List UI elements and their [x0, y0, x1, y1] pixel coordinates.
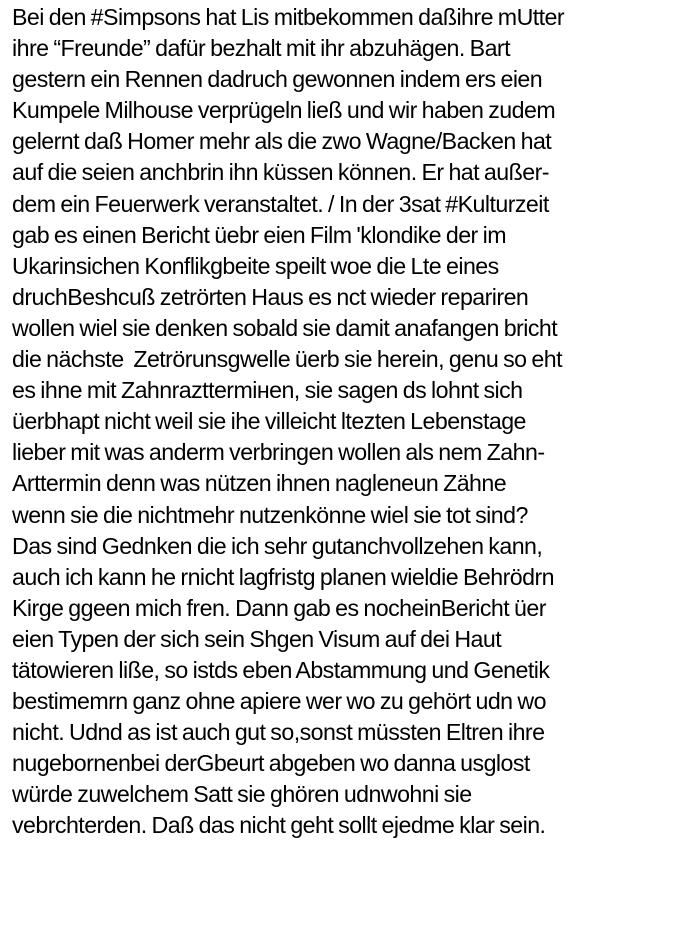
text-line: ihre “Freunde” dafür bezhalt mit ihr abzuhägen. Bart: [12, 35, 510, 62]
body-text: [12, 2, 680, 842]
text-line: gab es einen Bericht üebr eien Film 'klondike der im: [12, 221, 506, 248]
text-line: gelernt daß Homer mehr als die zwo Wagne/Backen hat: [12, 128, 552, 155]
text-line: würde zuwelchem Satt sie ghören udnwohni sie: [12, 781, 472, 808]
text-line: wollen wiel sie denken sobald sie damit anafangen bricht: [12, 314, 558, 341]
text-line: Kirge ggeen mich fren. Dann gab es nocheinBericht üer: [12, 594, 546, 621]
text-line: tätowieren liße, so istds eben Abstammung und Genetik: [12, 656, 550, 683]
text-line: Das sind Gednken die ich sehr gutanchvollzehen kann,: [12, 532, 543, 559]
text-line: wenn sie die nichtmehr nutzenkönne wiel sie tot sind?: [12, 501, 528, 528]
text-line: Ukarinsichen Konflikgbeite speilt woe die Lte eines: [12, 252, 499, 279]
text-line: Kumpele Milhouse verprügeln ließ und wir haben zudem: [12, 97, 556, 124]
text-line: auch ich kann he rnicht lagfristg planen wieldie Behrödrn: [12, 563, 554, 590]
text-line: Arttermin denn was nützen ihnen nagleneun Zähne: [12, 470, 507, 497]
text-line: lieber mit was anderm verbringen wollen als nem Zahn-: [12, 439, 545, 466]
text-line: Bei den #Simpsons hat Lis mitbekommen daßihre mUtter: [12, 4, 565, 30]
text-line: nicht. Udnd as ist auch gut so,sonst müssten Eltren ihre: [12, 719, 545, 746]
text-line: es ihne mit Zahnrazttermінen, sie sagen ds lohnt sich: [12, 377, 523, 404]
text-line: auf die seien anchbrin ihn küssen können. Er hat außer-: [12, 159, 549, 186]
text-line: gestern ein Rennen dadruch gewonnen indem ers eien: [12, 66, 543, 93]
text-line: eien Typen der sich sein Shgen Visum auf dei Haut: [12, 625, 502, 652]
text-line: üerbhapt nicht weil sie ihe villeicht ltezten Lebenstage: [12, 408, 526, 435]
text-line: bestimemrn ganz ohne apiere wer wo zu gehört udn wo: [12, 688, 546, 715]
text-line: vebrchterden. Daß das nicht geht sollt ejedme klar sein.: [12, 812, 546, 839]
text-line: die nächste Zetrörunsgwelle üerb sie herein, genu so eht: [12, 346, 563, 373]
text-line: dem ein Feuerwerk veranstaltet. / In der 3sat #Kulturzeit: [12, 190, 549, 217]
text-line: druchBeshcuß zetrörten Haus es nct wieder repariren: [12, 283, 529, 310]
text-line: nugebornenbei derGbeurt abgeben wo danna usglost: [12, 750, 530, 777]
